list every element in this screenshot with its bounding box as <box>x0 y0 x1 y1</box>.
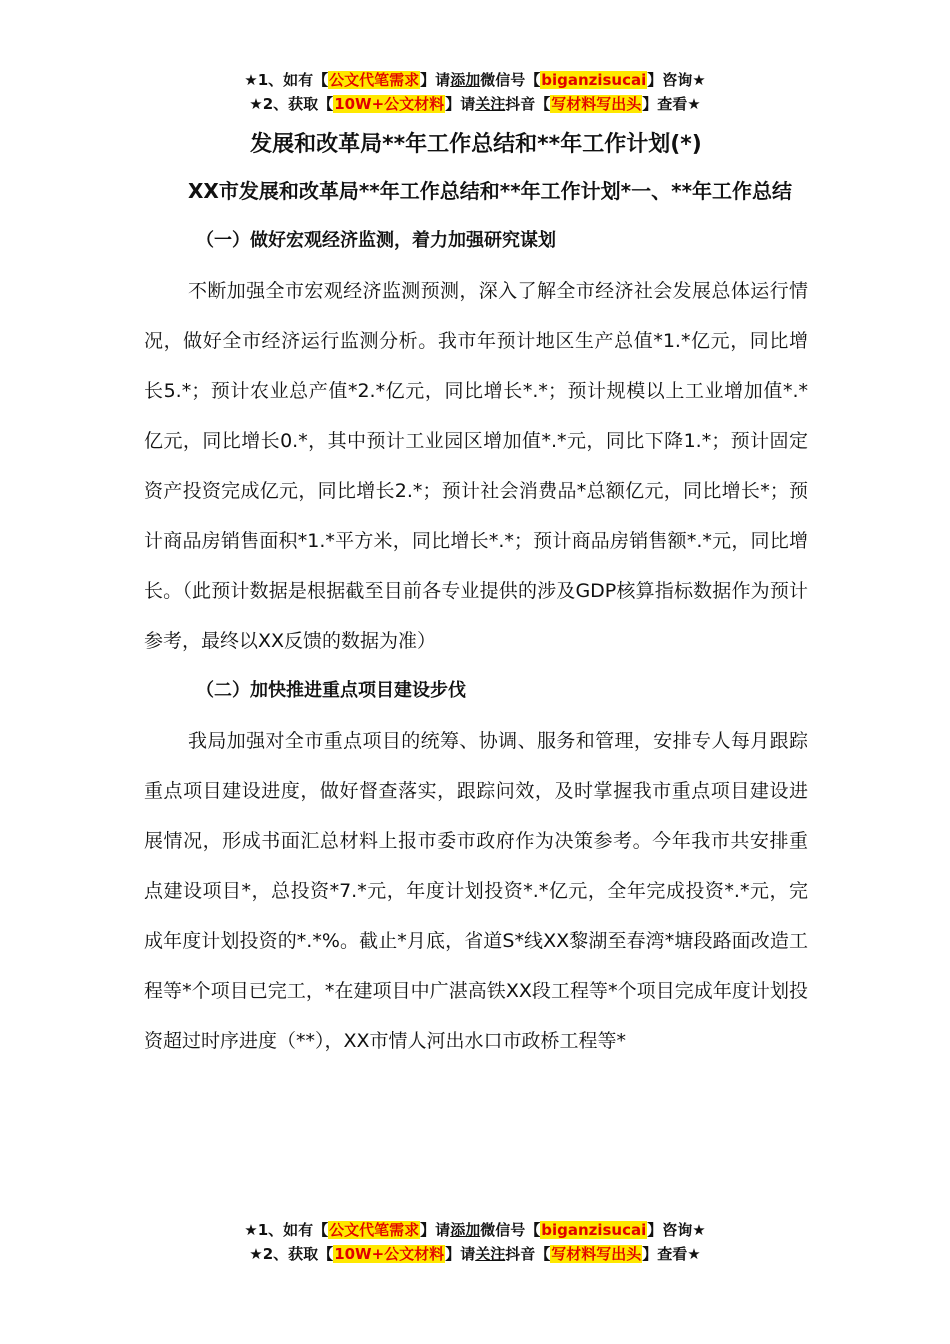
document-body <box>144 124 808 1066</box>
section-heading-1: （一）做好宏观经济监测，着力加强研究谋划 <box>196 230 556 251</box>
banner-text: ★1、如有【 <box>244 71 329 89</box>
banner-line-2 <box>0 92 950 116</box>
highlight-materials: 10W+公文材料 <box>334 95 445 113</box>
banner-text: 微信号【 <box>480 71 541 89</box>
highlight-wechat-id: biganzisucai <box>541 1221 647 1239</box>
highlight-douyin-account: 写材料写出头 <box>551 95 642 113</box>
banner-text: ★2、获取【 <box>249 95 334 113</box>
highlight-douyin-account: 写材料写出头 <box>551 1245 642 1263</box>
banner-text: 】查看★ <box>642 95 701 113</box>
header-banner <box>0 68 950 116</box>
banner-text: 】咨询★ <box>647 71 706 89</box>
banner-text: ★2、获取【 <box>249 1245 334 1263</box>
document-subtitle: XX市发展和改革局**年工作总结和**年工作计划*一、**年工作总结 <box>188 179 793 203</box>
banner-text: 抖音【 <box>505 95 551 113</box>
banner-line-2 <box>0 1242 950 1266</box>
underlined-text: 关注 <box>475 95 506 113</box>
highlight-materials: 10W+公文材料 <box>334 1245 445 1263</box>
banner-text: 】请 <box>420 1221 451 1239</box>
section-heading-2: （二）加快推进重点项目建设步伐 <box>196 680 466 701</box>
highlight-wechat-id: biganzisucai <box>541 71 647 89</box>
underlined-text: 关注 <box>475 1245 506 1263</box>
underlined-text: 添加 <box>450 1221 481 1239</box>
section-paragraph-1: 不断加强全市宏观经济监测预测，深入了解全市经济社会发展总体运行情况，做好全市经济运行监测分析。我市年预计地区生产总值*1.*亿元，同比增长5.*；预计农业总产值*2.*亿元，同比增长*.*；预计规模以上工业增加值*.*亿元，同比增长0.*，其中预计工业园区增加值*.*元，同比下降1.*；预计固定资产投资完成亿元，同比增长2.*；预计社会消费品*总额亿元，同比增长*；预计商品房销售面积*1.*平方米，同比增长*.*；预计商品房销售额*.*元，同比增长。（此预计数据是根据截至目前各专业提供的涉及GDP核算指标数据作为预计参考，最终以XX反馈的数据为准） <box>144 280 808 652</box>
highlight-service: 公文代笔需求 <box>329 71 420 89</box>
banner-text: 】咨询★ <box>647 1221 706 1239</box>
banner-text: 】请 <box>445 95 476 113</box>
underlined-text: 添加 <box>450 71 481 89</box>
banner-text: 微信号【 <box>480 1221 541 1239</box>
banner-line-1 <box>0 1218 950 1242</box>
highlight-service: 公文代笔需求 <box>329 1221 420 1239</box>
banner-text: 】请 <box>445 1245 476 1263</box>
banner-text: 抖音【 <box>505 1245 551 1263</box>
footer-banner <box>0 1218 950 1266</box>
banner-line-1 <box>0 68 950 92</box>
banner-text: 】查看★ <box>642 1245 701 1263</box>
document-title: 发展和改革局**年工作总结和**年工作计划(*) <box>250 132 702 157</box>
section-paragraph-2: 我局加强对全市重点项目的统筹、协调、服务和管理，安排专人每月跟踪重点项目建设进度，做好督查落实，跟踪问效，及时掌握我市重点项目建设进展情况，形成书面汇总材料上报市委市政府作为决策参考。今年我市共安排重点建设项目*，总投资*7.*元，年度计划投资*.*亿元，全年完成投资*.*元，完成年度计划投资的*.*%。截止*月底，省道S*线XX黎湖至春湾*塘段路面改造工程等*个项目已完工，*在建项目中广湛高铁XX段工程等*个项目完成年度计划投资超过时序进度（**），XX市情人河出水口市政桥工程等* <box>144 730 808 1052</box>
banner-text: ★1、如有【 <box>244 1221 329 1239</box>
banner-text: 】请 <box>420 71 451 89</box>
